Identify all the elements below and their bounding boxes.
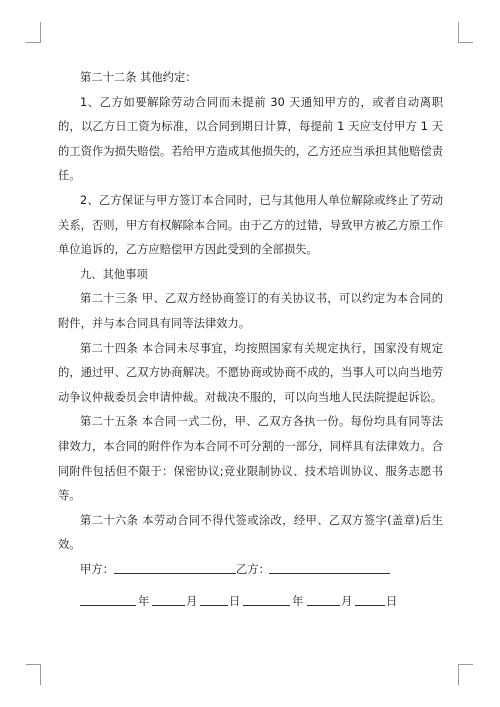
party-a-month-label: 月 (186, 595, 198, 609)
clause-26: 第二十六条 本劳动合同不得代签或涂改，经甲、乙双方签字(盖章)后生效。 (58, 513, 443, 552)
party-a-signature-field[interactable] (114, 558, 236, 584)
party-a-label: 甲方： (80, 562, 114, 576)
party-a-year-field[interactable] (80, 590, 136, 616)
party-b-year-label: 年 (292, 595, 304, 609)
party-b-day-label: 日 (386, 595, 398, 609)
party-a-month-field[interactable] (152, 590, 185, 616)
signature-parties-line (58, 558, 443, 583)
party-b-year-field[interactable] (243, 590, 290, 616)
crop-mark-top-left (26, 22, 41, 43)
clause-23: 第二十三条 甲、乙双方经协商签订的有关协议书，可以约定为本合同的附件，并与本合同具有同等法律效力。 (58, 292, 443, 330)
clause-22-item-2: 2、乙方保证与甲方签订本合同时，已与其他用人单位解除或终止了劳动关系，否则，甲方有权解除本合同。由于乙方的过错，导致甲方被乙方原工作单位追诉的，乙方应赔偿甲方因此受到的全部损失。 (58, 193, 443, 257)
party-b-month-label: 月 (341, 595, 353, 609)
clause-24: 第二十四条 本合同未尽事宜，均按照国家有关规定执行，国家没有规定的，通过甲、乙双方协商解决。不愿协商或协商不成的，当事人可以向当地劳动争议仲裁委员会申请仲裁。对裁决不服的，可以向当地人民法院提起诉讼。 (58, 341, 443, 404)
party-b-signature-field[interactable] (269, 558, 390, 584)
crop-mark-top-right (458, 22, 473, 43)
party-a-year-label: 年 (138, 595, 150, 609)
document-body (58, 66, 443, 615)
crop-mark-bottom-left (26, 664, 41, 685)
clause-22-heading: 第二十二条 其他约定： (80, 71, 197, 84)
party-b-day-field[interactable] (355, 590, 385, 616)
section-9-heading: 九、其他事项 (80, 267, 148, 281)
crop-mark-bottom-right (458, 664, 473, 685)
party-a-day-label: 日 (229, 595, 241, 609)
party-a-day-field[interactable] (200, 590, 228, 616)
party-b-month-field[interactable] (307, 590, 340, 616)
signature-date-line (58, 590, 443, 615)
party-b-label: 乙方： (236, 562, 270, 576)
clause-25: 第二十五条 本合同一式二份，甲、乙双方各执一份。每份均具有同等法律效力，本合同的附件作为本合同不可分割的一部分，同样具有法律效力。合同附件包括但不限于：保密协议;竞业限制协议、技术培训协议、服务志愿书等。 (58, 415, 443, 503)
clause-22-item-1: 1、乙方如要解除劳动合同而未提前 30 天通知甲方的，或者自动离职的，以乙方日工资为标准，以合同到期日计算，每提前 1 天应支付甲方 1 天的工资作为损失赔偿。若给甲方造成其他损失的，乙方还应当承担其他赔偿责任。 (58, 95, 443, 183)
